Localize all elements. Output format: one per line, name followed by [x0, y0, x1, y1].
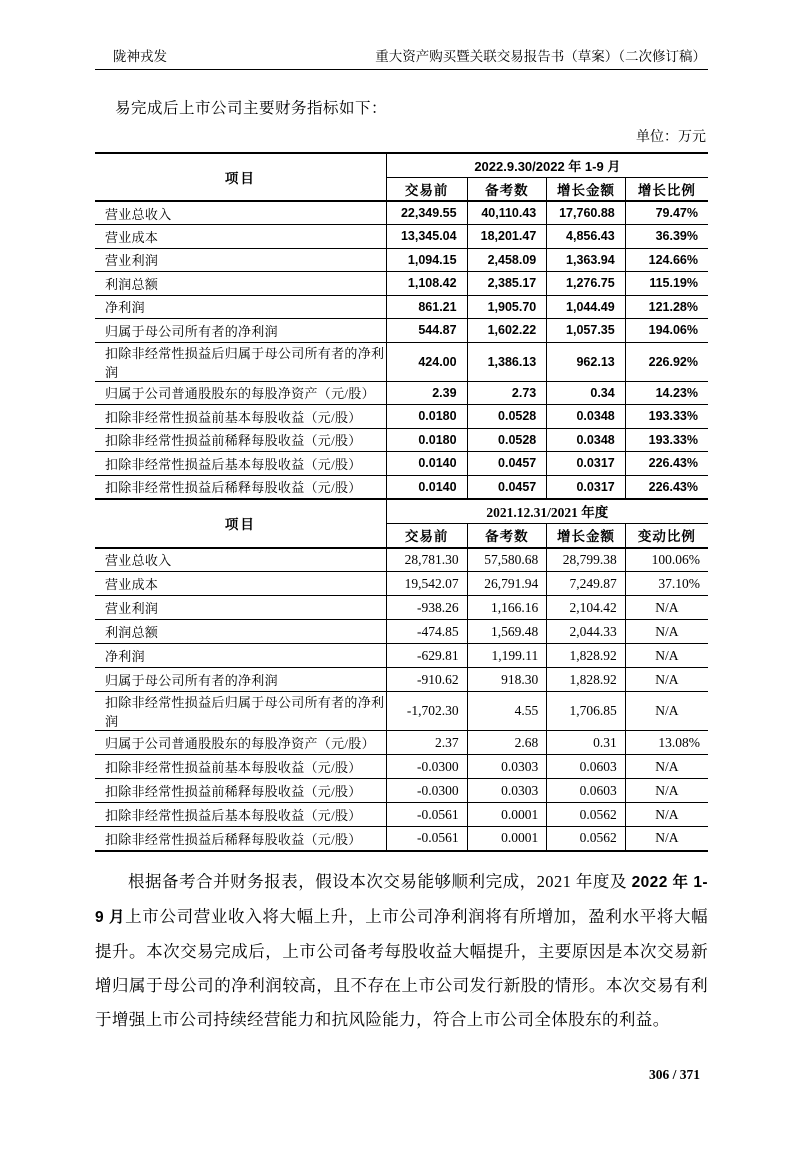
row-value: -0.0300 — [386, 779, 467, 803]
row-value: 17,760.88 — [547, 201, 625, 225]
paragraph-text: 上市公司营业收入将大幅上升，上市公司净利润将有所增加，盈利水平将大幅提升。本次交易完成后，上市公司备考每股收益大幅提升，主要原因是本次交易新增归属于母公司的净利润较高，且不存在上市公司发行新股的情形。本次交易有利于增强上市公司持续经营能力和抗风险能力，符合上市公司全体股东的利益。 — [95, 906, 708, 1029]
row-label: 扣除非经常性损益后基本每股收益（元/股） — [95, 803, 386, 827]
row-value: 193.33% — [625, 405, 708, 429]
intro-text: 易完成后上市公司主要财务指标如下： — [115, 100, 388, 117]
row-value: 57,580.68 — [467, 548, 547, 572]
row-value: 26,791.94 — [467, 572, 547, 596]
row-label: 扣除非经常性损益前基本每股收益（元/股） — [95, 755, 386, 779]
row-value: 1,706.85 — [547, 692, 625, 731]
row-value: 1,828.92 — [547, 668, 625, 692]
row-label: 扣除非经常性损益前稀释每股收益（元/股） — [95, 779, 386, 803]
row-label: 扣除非经常性损益后归属于母公司所有者的净利润 — [95, 342, 386, 381]
row-value: 226.43% — [625, 475, 708, 499]
row-label: 营业成本 — [95, 225, 386, 249]
row-value: 13,345.04 — [386, 225, 467, 249]
row-value: -474.85 — [386, 620, 467, 644]
table-row — [95, 803, 708, 827]
table-row — [95, 596, 708, 620]
row-value: 2,385.17 — [467, 272, 547, 296]
row-value: 0.0457 — [467, 452, 547, 476]
row-label: 净利润 — [95, 644, 386, 668]
column-header: 备考数 — [467, 177, 547, 201]
table-row — [95, 248, 708, 272]
row-value: 2,458.09 — [467, 248, 547, 272]
body-paragraph — [95, 865, 708, 1037]
row-value: 424.00 — [386, 342, 467, 381]
row-value: 2.73 — [467, 381, 547, 405]
row-value: -1,702.30 — [386, 692, 467, 731]
column-header: 变动比例 — [625, 524, 708, 548]
row-value: 28,799.38 — [547, 548, 625, 572]
row-value: -0.0300 — [386, 755, 467, 779]
column-header: 增长金额 — [547, 524, 625, 548]
row-label: 净利润 — [95, 295, 386, 319]
row-value: 4,856.43 — [547, 225, 625, 249]
table-row — [95, 692, 708, 731]
row-value: -0.0561 — [386, 803, 467, 827]
row-value: 22,349.55 — [386, 201, 467, 225]
row-label: 扣除非经常性损益后稀释每股收益（元/股） — [105, 831, 362, 847]
table-row — [95, 827, 708, 851]
table-row — [95, 201, 708, 225]
row-value: 0.0317 — [547, 452, 625, 476]
period-header: 2022.9.30/2022 年 1-9 月 — [386, 153, 708, 177]
column-header: 交易前 — [386, 524, 467, 548]
row-value: 226.92% — [625, 342, 708, 381]
row-value: N/A — [625, 596, 708, 620]
row-value: 0.0001 — [467, 827, 547, 851]
row-label: 营业成本 — [95, 572, 386, 596]
row-value: 544.87 — [386, 319, 467, 343]
row-value: 1,094.15 — [386, 248, 467, 272]
table-row — [95, 644, 708, 668]
report-title: 重大资产购买暨关联交易报告书（草案）（二次修订稿） — [375, 49, 706, 64]
row-value: 100.06% — [625, 548, 708, 572]
column-header: 增长金额 — [547, 177, 625, 201]
row-value: 0.0562 — [547, 827, 625, 851]
row-value: 37.10% — [625, 572, 708, 596]
table-row — [95, 381, 708, 405]
row-value: 36.39% — [625, 225, 708, 249]
row-label: 归属于母公司所有者的净利润 — [95, 668, 386, 692]
row-value: 1,386.13 — [467, 342, 547, 381]
row-value: 13.08% — [625, 731, 708, 755]
row-label: 归属于公司普通股股东的每股净资产（元/股） — [95, 731, 386, 755]
row-value: 0.0457 — [467, 475, 547, 499]
financial-table-2022 — [95, 152, 708, 500]
row-label: 营业总收入 — [95, 201, 386, 225]
table-row — [95, 405, 708, 429]
financial-table-2021 — [95, 500, 708, 852]
row-value: N/A — [625, 620, 708, 644]
row-value: 28,781.30 — [386, 548, 467, 572]
row-value: 1,828.92 — [547, 644, 625, 668]
row-value: 121.28% — [625, 295, 708, 319]
row-value: -0.0561 — [386, 827, 467, 851]
row-value: 2,044.33 — [547, 620, 625, 644]
row-value: 193.33% — [625, 428, 708, 452]
table-row — [95, 755, 708, 779]
row-value: -629.81 — [386, 644, 467, 668]
paragraph-bold-text: 2022 年 1-9 月 — [95, 873, 708, 926]
row-value: 2.37 — [386, 731, 467, 755]
table-row — [95, 225, 708, 249]
table-row — [95, 731, 708, 755]
row-value: N/A — [625, 755, 708, 779]
row-value: 0.0140 — [386, 475, 467, 499]
row-label: 扣除非经常性损益前稀释每股收益（元/股） — [95, 428, 386, 452]
table-row — [95, 342, 708, 381]
row-value: 194.06% — [625, 319, 708, 343]
row-value: 0.0348 — [547, 405, 625, 429]
row-value: 0.0348 — [547, 428, 625, 452]
row-label: 归属于母公司所有者的净利润 — [95, 319, 386, 343]
item-column-header: 项目 — [95, 500, 386, 548]
row-value: 0.0303 — [467, 779, 547, 803]
row-value: 1,602.22 — [467, 319, 547, 343]
row-value: N/A — [625, 803, 708, 827]
paragraph-text: 根据备考合并财务报表，假设本次交易能够顺利完成，2021 年度及 — [128, 871, 632, 891]
table-row — [95, 319, 708, 343]
row-value: 1,044.49 — [547, 295, 625, 319]
row-value: 0.0562 — [547, 803, 625, 827]
item-column-header: 项目 — [95, 153, 386, 201]
row-value: 1,363.94 — [547, 248, 625, 272]
unit-label: 单位：万元 — [636, 130, 706, 145]
row-label: 归属于公司普通股股东的每股净资产（元/股） — [95, 381, 386, 405]
row-value: N/A — [625, 692, 708, 731]
row-value: 1,199.11 — [467, 644, 547, 668]
row-value: N/A — [625, 668, 708, 692]
row-label: 扣除非经常性损益后基本每股收益（元/股） — [95, 452, 386, 476]
page-header — [95, 45, 708, 70]
row-value: 2,104.42 — [547, 596, 625, 620]
row-value: 115.19% — [625, 272, 708, 296]
row-value: N/A — [625, 827, 708, 851]
table-row — [95, 620, 708, 644]
row-label: 营业总收入 — [95, 548, 386, 572]
row-value: 861.21 — [386, 295, 467, 319]
table-row — [95, 295, 708, 319]
column-header: 交易前 — [386, 177, 467, 201]
table-row — [95, 668, 708, 692]
table-row — [95, 428, 708, 452]
table-row — [95, 272, 708, 296]
row-value: 226.43% — [625, 452, 708, 476]
row-value: 0.34 — [547, 381, 625, 405]
row-label: 利润总额 — [95, 620, 386, 644]
column-header: 增长比例 — [625, 177, 708, 201]
row-value: 0.0603 — [547, 779, 625, 803]
row-label: 利润总额 — [95, 272, 386, 296]
row-value: -938.26 — [386, 596, 467, 620]
row-value: 2.68 — [467, 731, 547, 755]
row-value: 0.0603 — [547, 755, 625, 779]
row-value: 14.23% — [625, 381, 708, 405]
period-header: 2021.12.31/2021 年度 — [386, 500, 708, 524]
row-value: 0.0180 — [386, 405, 467, 429]
row-value: 1,276.75 — [547, 272, 625, 296]
table-row — [95, 779, 708, 803]
row-value: 1,057.35 — [547, 319, 625, 343]
row-value: 124.66% — [625, 248, 708, 272]
period-header-row — [95, 153, 708, 177]
row-value: 0.0140 — [386, 452, 467, 476]
period-header-row — [95, 500, 708, 524]
row-value: 7,249.87 — [547, 572, 625, 596]
row-value: 1,905.70 — [467, 295, 547, 319]
row-value: 918.30 — [467, 668, 547, 692]
row-value: -910.62 — [386, 668, 467, 692]
row-value: N/A — [625, 779, 708, 803]
row-value: 2.39 — [386, 381, 467, 405]
table-row — [95, 548, 708, 572]
page-number: 306 / 371 — [648, 1067, 700, 1082]
row-label: 营业利润 — [95, 596, 386, 620]
row-value: 18,201.47 — [467, 225, 547, 249]
row-value: 19,542.07 — [386, 572, 467, 596]
table-row — [95, 572, 708, 596]
row-value: 0.0180 — [386, 428, 467, 452]
row-label: 营业利润 — [95, 248, 386, 272]
company-name: 陇神戎发 — [113, 49, 167, 64]
row-value: 1,569.48 — [467, 620, 547, 644]
row-value: 79.47% — [625, 201, 708, 225]
row-label: 扣除非经常性损益后归属于母公司所有者的净利润 — [95, 692, 386, 731]
column-header: 备考数 — [467, 524, 547, 548]
table-row — [95, 475, 708, 499]
row-value: 0.0001 — [467, 803, 547, 827]
table-row — [95, 452, 708, 476]
row-value: 0.0317 — [547, 475, 625, 499]
row-value: 0.0303 — [467, 755, 547, 779]
row-label: 扣除非经常性损益后稀释每股收益（元/股） — [105, 480, 362, 495]
row-value: 0.0528 — [467, 405, 547, 429]
row-value: 40,110.43 — [467, 201, 547, 225]
row-value: 1,108.42 — [386, 272, 467, 296]
row-value: N/A — [625, 644, 708, 668]
row-value: 1,166.16 — [467, 596, 547, 620]
row-value: 962.13 — [547, 342, 625, 381]
row-label: 扣除非经常性损益前基本每股收益（元/股） — [95, 405, 386, 429]
row-value: 0.31 — [547, 731, 625, 755]
row-value: 4.55 — [467, 692, 547, 731]
row-value: 0.0528 — [467, 428, 547, 452]
